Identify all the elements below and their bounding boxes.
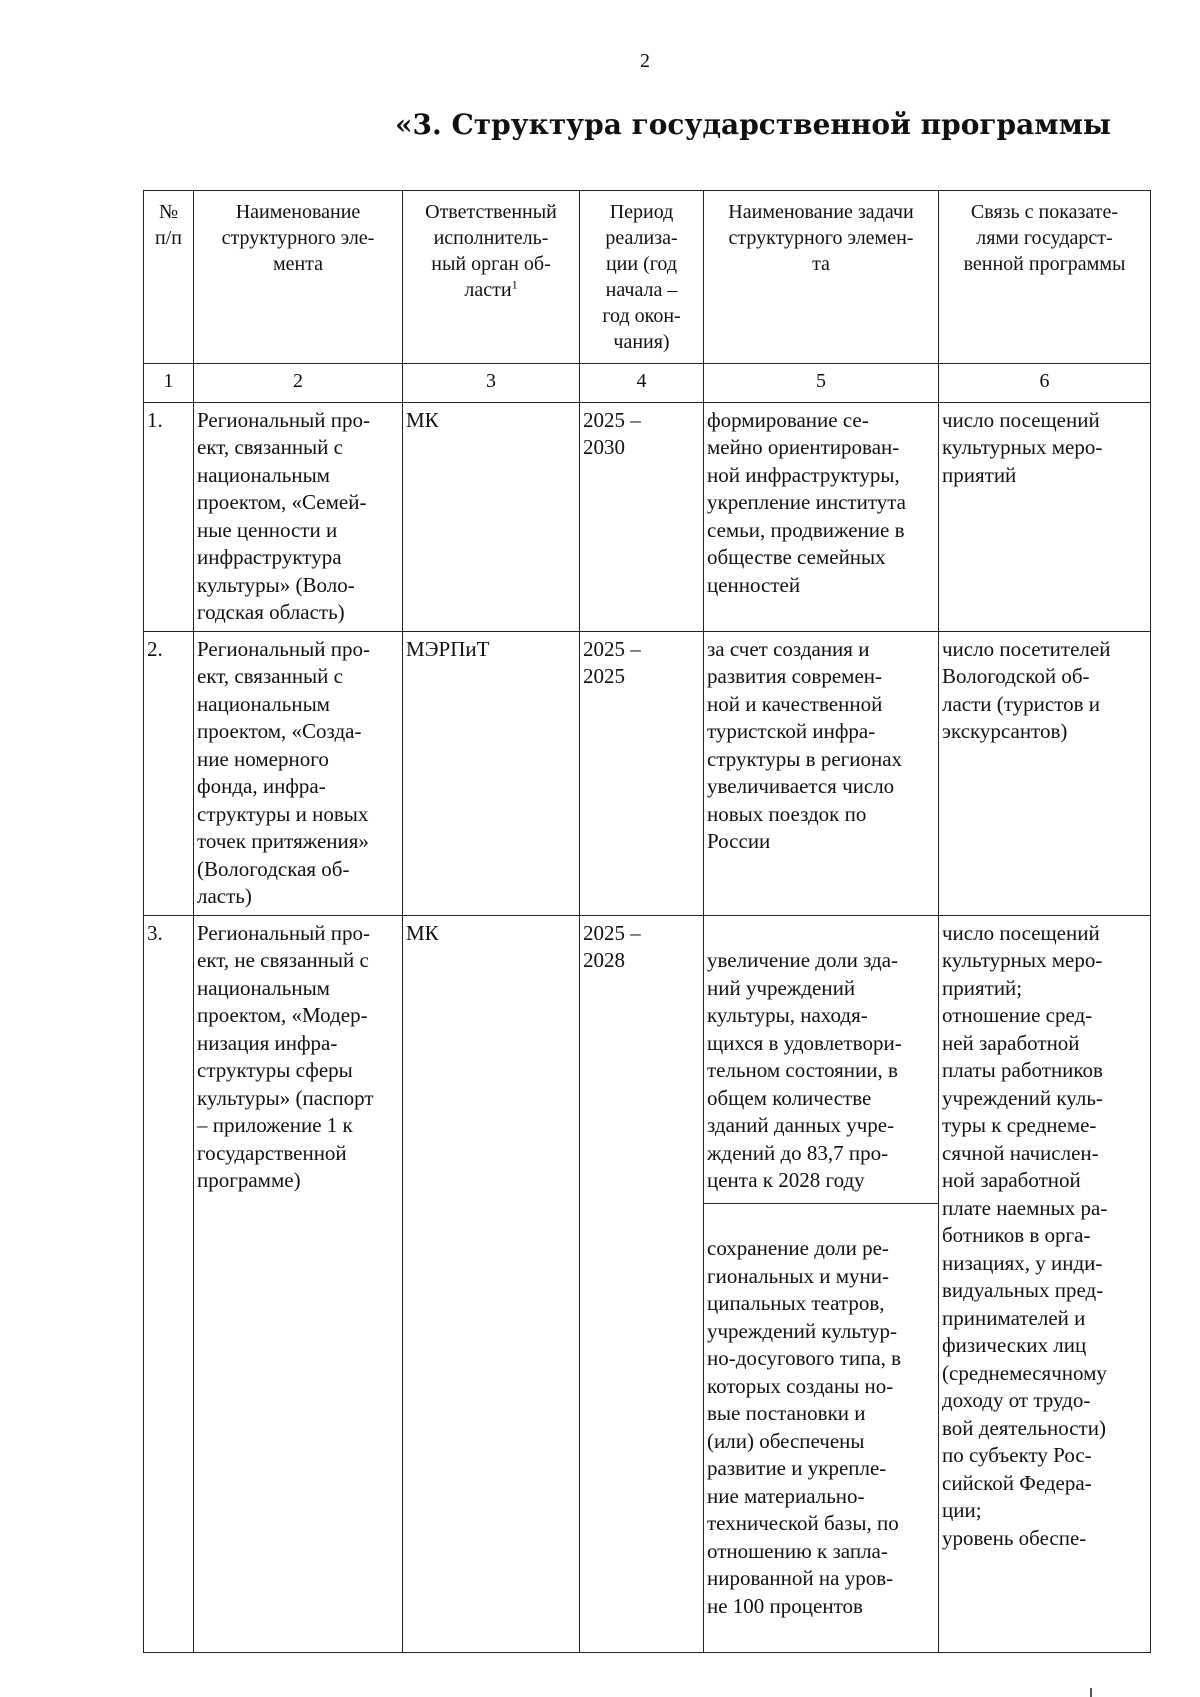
task: за счет создания и развития современ- ной и качественной туристской инфра- структуры в регионах увеличивается число новых поездок по России [704,631,939,915]
table-row [144,915,1151,1652]
header-cell-executor [403,191,580,364]
element-name: Региональный про- ект, связанный с национальным проектом, «Семей- ные ценности и инфраструктура культуры» (Воло- годская область) [194,402,403,631]
table-header-row [144,191,1151,364]
header-cell-link: Связь с показате- лями государст- венной программы [939,191,1151,364]
task: увеличение доли зда- ний учреждений культуры, находя- щихся в удовлетвори- тельном состоянии, в общем количестве зданий данных учре- ждений до 83,7 про- цента к 2028 году [704,943,938,1204]
table-row [144,631,1151,915]
column-number: 1 [144,364,194,403]
element-name: Региональный про- ект, связанный с национальным проектом, «Созда- ние номерного фонда, инфра- структуры и новых точек притяжения» (Вологодская об- ласть) [194,631,403,915]
header-footnote-mark: 1 [511,277,518,292]
period: 2025 – 2025 [580,631,704,915]
row-number: 1. [144,402,194,631]
column-number: 6 [939,364,1151,403]
column-number: 3 [403,364,580,403]
element-name: Региональный про- ект, не связанный с национальным проектом, «Модер- низация инфра- структуры сферы культуры» (паспорт – приложение 1 к государственной программе) [194,915,403,1652]
task: сохранение доли ре- гиональных и муни- ципальных театров, учреждений культур- но-досугового типа, в которых созданы но- вые постановки и (или) обеспечены развитие и укрепле- ние материально- технической базы, по отношению к запла- нированной на уров- не 100 процентов [707,1236,902,1618]
column-number: 5 [704,364,939,403]
task-cell [704,915,939,1652]
header-cell-name: Наименование структурного эле- мента [194,191,403,364]
header-cell-tasks: Наименование задачи структурного элемен- та [704,191,939,364]
indicator-link: число посещений культурных меро- приятий [939,402,1151,631]
page-number: 2 [640,50,650,72]
column-number: 2 [194,364,403,403]
period: 2025 – 2030 [580,402,704,631]
section-title: «3. Структура государственной программы [395,108,1111,141]
column-number: 4 [580,364,704,403]
header-executor-text: Ответственный исполнитель- ный орган об- ласти [425,201,557,301]
header-cell-num: № п/п [144,191,194,364]
row-number: 3. [144,915,194,1652]
table-row [144,402,1151,631]
executor: МК [403,915,580,1652]
task: формирование се- мейно ориентирован- ной инфраструктуры, укрепление института семьи, продвижение в обществе семейных ценностей [704,402,939,631]
column-number-row [144,364,1151,403]
header-cell-period: Период реализа- ции (год начала – год окон- чания) [580,191,704,364]
indicator-link: число посетителей Вологодской об- ласти (туристов и экскурсантов) [939,631,1151,915]
executor: МЭРПиТ [403,631,580,915]
executor: МК [403,402,580,631]
program-structure-table [143,190,1151,1653]
period: 2025 – 2028 [580,915,704,1652]
row-number: 2. [144,631,194,915]
indicator-link: число посещений культурных меро- приятий; отношение сред- ней заработной платы работников учреждений куль- туры к среднеме- сячной начислен- ной заработной плате наемных ра- ботников в орга- низациях, у инди- видуальных пред- принимателей и физических лиц (среднемесячному доходу от трудо- вой деятельности) по субъекту Рос- сийской Федера- ции; уровень обеспе- [939,915,1151,1652]
scan-edge-mark [1090,1688,1092,1697]
